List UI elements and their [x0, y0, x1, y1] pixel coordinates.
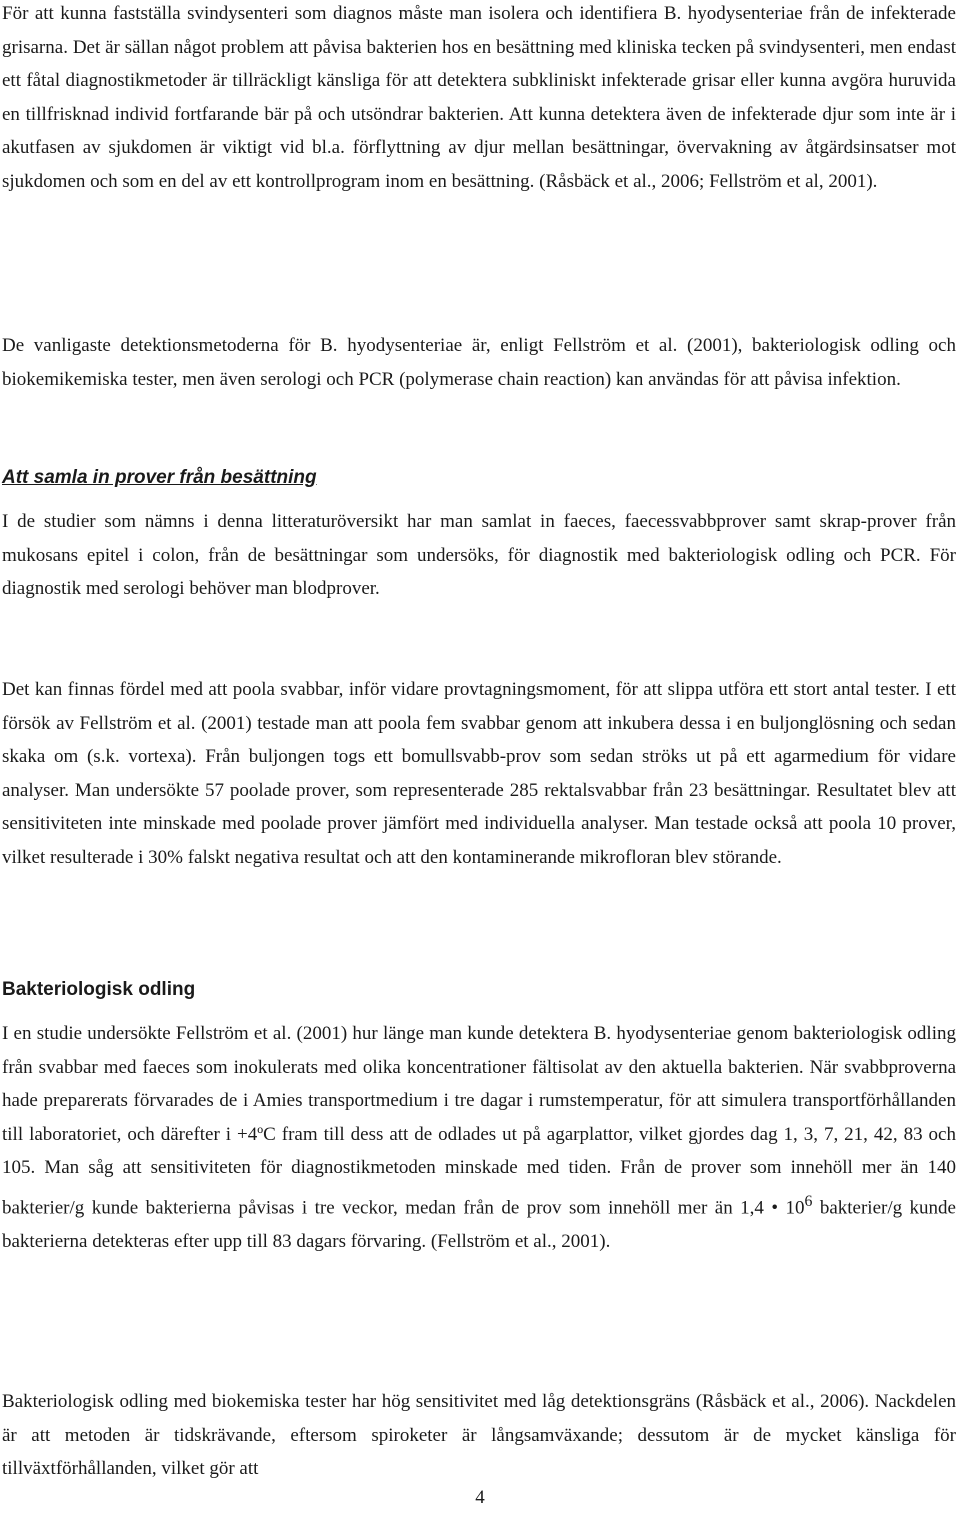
paragraph-culture-study-part-b: bakterier/g kunde bakterierna detekteras efter upp till 83 dagars förvaring. (Fellström et al., 2001).: [2, 1197, 956, 1252]
section-heading-sampling: Att samla in prover från besättning: [2, 467, 317, 488]
paragraph-culture-sensitivity: Bakteriologisk odling med biokemiska tester har hög sensitivitet med låg detektionsgräns (Råsbäck et al., 2006). Nackdelen är att metoden är tidskrävande, eftersom spiroketer är långsamväxande; dessutom är de mycket känsliga för tillväxtförhållanden, vilket gör att: [2, 1391, 956, 1480]
paragraph-culture-study-part-a: I en studie undersökte Fellström et al. (2001) hur länge man kunde detektera B. hyodysenteriae genom bakteriologisk odling från svabbar med faeces som inokulerats med olika koncentrationer fältisolat av den aktuella bakterien. När svabbproverna hade preparerats förvarades de i Amies transportmedium i tre dagar i rumstemperatur, för att simulera transportförhållanden till laboratoriet, och därefter i +4ºC fram till dess att de odlades ut på agarplattor, vilket gjordes dag 1, 3, 7, 21, 42, 83 och 105. Man såg att sensitiviteten för diagnostikmetoden minskade med tiden. Från de prover som innehöll mer än 140 bakterier/g kunde bakterierna påvisas i tre veckor, medan från de prov som innehöll mer än 1,4 • 10: [2, 1023, 956, 1219]
paragraph-diagnosis-intro: För att kunna fastställa svindysenteri som diagnos måste man isolera och identifiera B. hyodysenteriae från de infekterade grisarna. Det är sällan något problem att påvisa bakterien hos en besättning med kliniska tecken på svindysenteri, men endast ett fåtal diagnostikmetoder är tillräckligt känsliga för att detektera subkliniskt infekterade grisar eller kunna avgöra huruvida en tillfrisknad individ fortfarande bär på och utsöndrar bakterien. Att kunna detektera även de infekterade djur som inte är i akutfasen av sjukdomen är viktigt vid bl.a. förflyttning av djur mellan besättningar, övervakning av åtgärdsinsatser mot sjukdomen och som en del av ett kontrollprogram inom en besättning. (Råsbäck et al., 2006; Fellström et al, 2001).: [2, 3, 956, 192]
exponent: 6: [804, 1192, 813, 1210]
paragraph-culture-study: [2, 1017, 956, 1258]
section-heading-bacteriological-culture: Bakteriologisk odling: [2, 979, 196, 1000]
paragraph-pooling: Det kan finnas fördel med att poola svabbar, inför vidare provtagningsmoment, för att slippa utföra ett stort antal tester. I ett försök av Fellström et al. (2001) testade man att poola fem svabbar genom att inkubera dessa i en buljonglösning och sedan skaka om (s.k. vortexa). Från buljongen togs ett bomullsvabb-prov som sedan ströks ut på ett agarmedium för vidare analyser. Man undersökte 57 poolade prover, som representerade 285 rektalsvabbar från 23 besättningar. Resultatet blev att sensitiviteten inte minskade med poolade prover jämfört med individuella analyser. Man testade också att poola 10 prover, vilket resulterade i 30% falskt negativa resultat och att den kontaminerande mikrofloran blev störande.: [2, 679, 956, 868]
paragraph-sample-collection: I de studier som nämns i denna litteraturöversikt har man samlat in faeces, faecessvabbprover samt skrap-prover från mukosans epitel i colon, från de besättningar som undersöks, för diagnostik med bakteriologisk odling och PCR. För diagnostik med serologi behöver man blodprover.: [2, 511, 956, 600]
page-number: 4: [475, 1487, 485, 1508]
paragraph-detection-methods: De vanligaste detektionsmetoderna för B. hyodysenteriae är, enligt Fellström et al. (2001), bakteriologisk odling och biokemikemiska tester, men även serologi och PCR (polymerase chain reaction) kan användas för att påvisa infektion.: [2, 335, 956, 390]
